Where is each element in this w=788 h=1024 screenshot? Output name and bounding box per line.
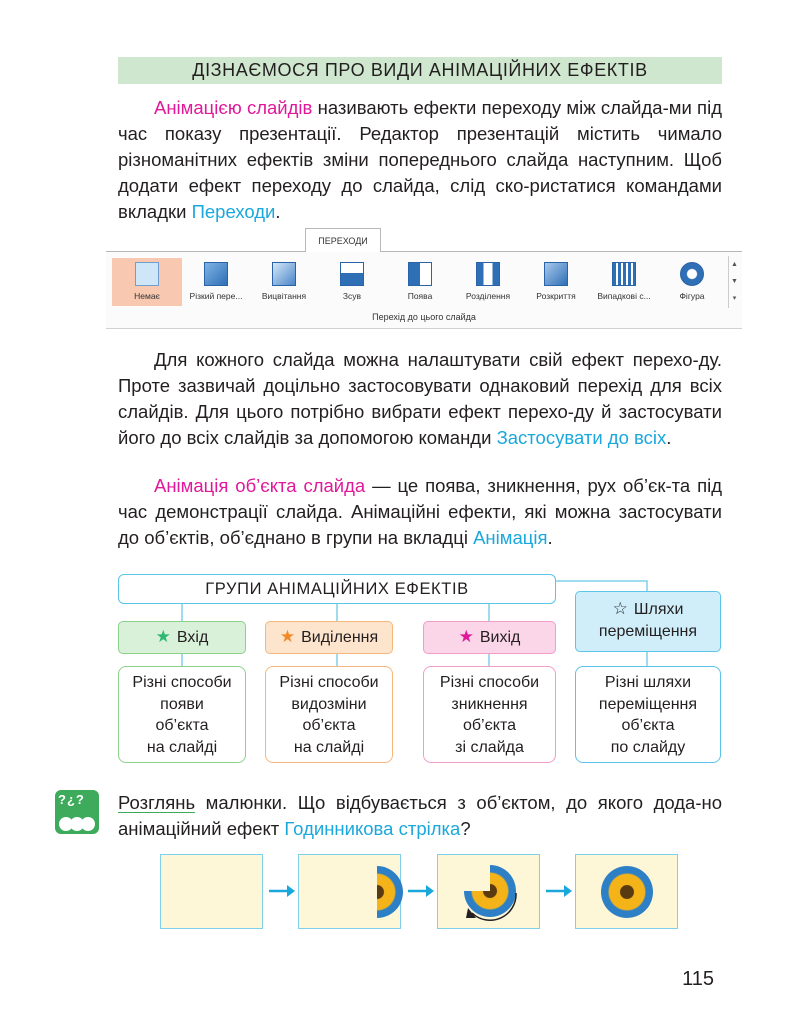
desc-line: Різні шляхи — [604, 674, 692, 691]
desc-line: об’єкта — [621, 717, 675, 734]
group-exit — [423, 621, 556, 654]
scroll-down-icon[interactable]: ▼ — [731, 278, 738, 285]
transitions-tab-ref: Переходи — [191, 201, 276, 222]
desc-line: об’єкта — [302, 717, 356, 734]
desc-line: Різні способи — [439, 674, 540, 691]
emphasis-star-icon: ★ — [279, 627, 296, 646]
para3-text: — це поява, зникнення, рух об’єк-та під час демонстрації слайда. Анімаційні ефекти, які можна застосувати до об’єктів, об’єднано в групи на вкладці — [118, 475, 723, 548]
cut-transition-icon — [204, 262, 228, 286]
motion-star-outline-icon: ☆ — [612, 599, 628, 618]
sunflower-full-icon — [601, 866, 653, 918]
question-end: ? — [460, 818, 471, 839]
transition-label: Вицвітання — [261, 291, 307, 301]
question-paragraph — [118, 790, 722, 842]
wipe-transition-icon — [408, 262, 432, 286]
sunflower-quarter-icon — [351, 866, 403, 918]
desc-line: видозміни — [291, 695, 367, 713]
random-bars-transition-icon — [612, 262, 636, 286]
discussion-icon: ?¿? — [55, 790, 99, 834]
page-number: 115 — [682, 968, 714, 990]
transition-label: Розкриття — [536, 291, 576, 301]
para3-end: . — [547, 527, 553, 548]
exit-star-icon: ★ — [458, 627, 474, 646]
transitions-ribbon — [106, 228, 742, 330]
transition-fade[interactable] — [250, 258, 318, 306]
frame-4-full — [575, 854, 678, 929]
shape-transition-icon — [680, 262, 704, 286]
group-emphasis — [265, 621, 393, 654]
transition-label: Поява — [407, 291, 433, 301]
transition-push[interactable] — [318, 258, 386, 306]
ribbon-body — [106, 251, 742, 329]
desc-line: об’єкта — [155, 717, 209, 734]
gallery-more-icon[interactable]: ▾ — [732, 295, 737, 302]
frame-1-empty — [160, 854, 263, 929]
group-entrance — [118, 621, 246, 654]
transition-label: Випадкові с... — [597, 291, 651, 301]
desc-line: об’єкта — [462, 717, 516, 734]
ribbon-tab-transitions[interactable]: ПЕРЕХОДИ — [305, 228, 381, 252]
desc-line: появи — [160, 695, 204, 713]
ribbon-group-label: Перехід до цього слайда — [372, 312, 476, 322]
group-motion-paths — [575, 591, 721, 652]
transition-label: Немає — [134, 291, 160, 301]
desc-line: переміщення — [598, 695, 698, 713]
transition-shape[interactable] — [658, 258, 726, 306]
arrow-right-icon — [545, 883, 573, 899]
intro-paragraph — [118, 95, 722, 225]
fade-transition-icon — [272, 262, 296, 286]
transition-none[interactable] — [112, 258, 182, 306]
gallery-scroll[interactable] — [728, 256, 740, 308]
transition-cut[interactable] — [182, 258, 250, 306]
entrance-star-icon: ★ — [155, 627, 171, 646]
desc-line: на слайді — [146, 738, 218, 756]
group-motion-label-1: Шляхи — [633, 601, 684, 618]
desc-motion-paths — [575, 666, 721, 763]
transition-wipe[interactable] — [386, 258, 454, 306]
paragraph-object-animation — [118, 473, 722, 551]
frame-2-quarter — [298, 854, 401, 929]
transition-label: Різкий пере... — [189, 291, 243, 301]
intro-text: називають ефекти переходу між слайда-ми під час показу презентації. Редактор презентацій містить чимало різноманітних ефектів зміни попереднього слайда наступним. Щоб додати ефект переходу до слайда, слід ско-ристатися командами вкладки — [118, 97, 722, 222]
para2-text: Для кожного слайда можна налаштувати свій ефект перехо-ду. Проте зазвичай доцільно застосовувати однаковий перехід для всіх слайдів. Для цього потрібно вибрати ефект перехо-ду й застосувати його до всіх слайдів за допомогою команди — [118, 349, 722, 448]
group-motion-label-2: переміщення — [598, 623, 698, 640]
arrow-right-icon — [407, 883, 435, 899]
paragraph-transitions-all — [118, 347, 722, 451]
scroll-up-icon[interactable]: ▲ — [731, 261, 738, 268]
desc-line: Різні способи — [132, 674, 232, 691]
question-verb: Розглянь — [118, 792, 196, 813]
desc-emphasis — [265, 666, 393, 763]
clockwise-arrow-icon — [458, 861, 524, 925]
group-exit-label: Вихід — [479, 629, 521, 646]
section-title: ДІЗНАЄМОСЯ ПРО ВИДИ АНІМАЦІЙНИХ ЕФЕКТІВ — [118, 57, 722, 84]
intro-end: . — [275, 201, 281, 222]
term-slide-animation: Анімацією слайдів — [154, 97, 313, 118]
animation-tab-ref: Анімація — [473, 527, 548, 548]
desc-exit — [423, 666, 556, 763]
term-object-animation: Анімація об’єкта слайда — [154, 475, 366, 496]
transition-label: Розділення — [465, 291, 511, 301]
none-transition-icon — [135, 262, 159, 286]
transition-label: Фігура — [679, 291, 705, 301]
split-transition-icon — [476, 262, 500, 286]
group-emphasis-label: Виділення — [301, 629, 379, 646]
apply-to-all-ref: Застосувати до всіх — [496, 427, 667, 448]
frame-3-half — [437, 854, 540, 929]
transition-random-bars[interactable] — [590, 258, 658, 306]
clock-effect-ref: Годинникова стрілка — [284, 818, 461, 839]
desc-entrance — [118, 666, 246, 763]
transition-label: Зсув — [342, 291, 362, 301]
transition-split[interactable] — [454, 258, 522, 306]
arrow-right-icon — [268, 883, 296, 899]
groups-title: ГРУПИ АНІМАЦІЙНИХ ЕФЕКТІВ — [118, 574, 556, 604]
transition-reveal[interactable] — [522, 258, 590, 306]
desc-line: Різні способи — [279, 674, 379, 691]
push-transition-icon — [340, 262, 364, 286]
desc-line: по слайду — [610, 738, 686, 756]
desc-line: зникнення — [451, 695, 528, 713]
para2-end: . — [666, 427, 672, 448]
ribbon-gallery — [112, 258, 726, 308]
group-entrance-label: Вхід — [176, 629, 209, 646]
reveal-transition-icon — [544, 262, 568, 286]
question-text: малюнки. Що відбувається з об’єктом, до якого дода-но анімаційний ефект — [118, 792, 722, 839]
desc-line: на слайді — [293, 738, 365, 756]
desc-line: зі слайда — [455, 738, 524, 756]
